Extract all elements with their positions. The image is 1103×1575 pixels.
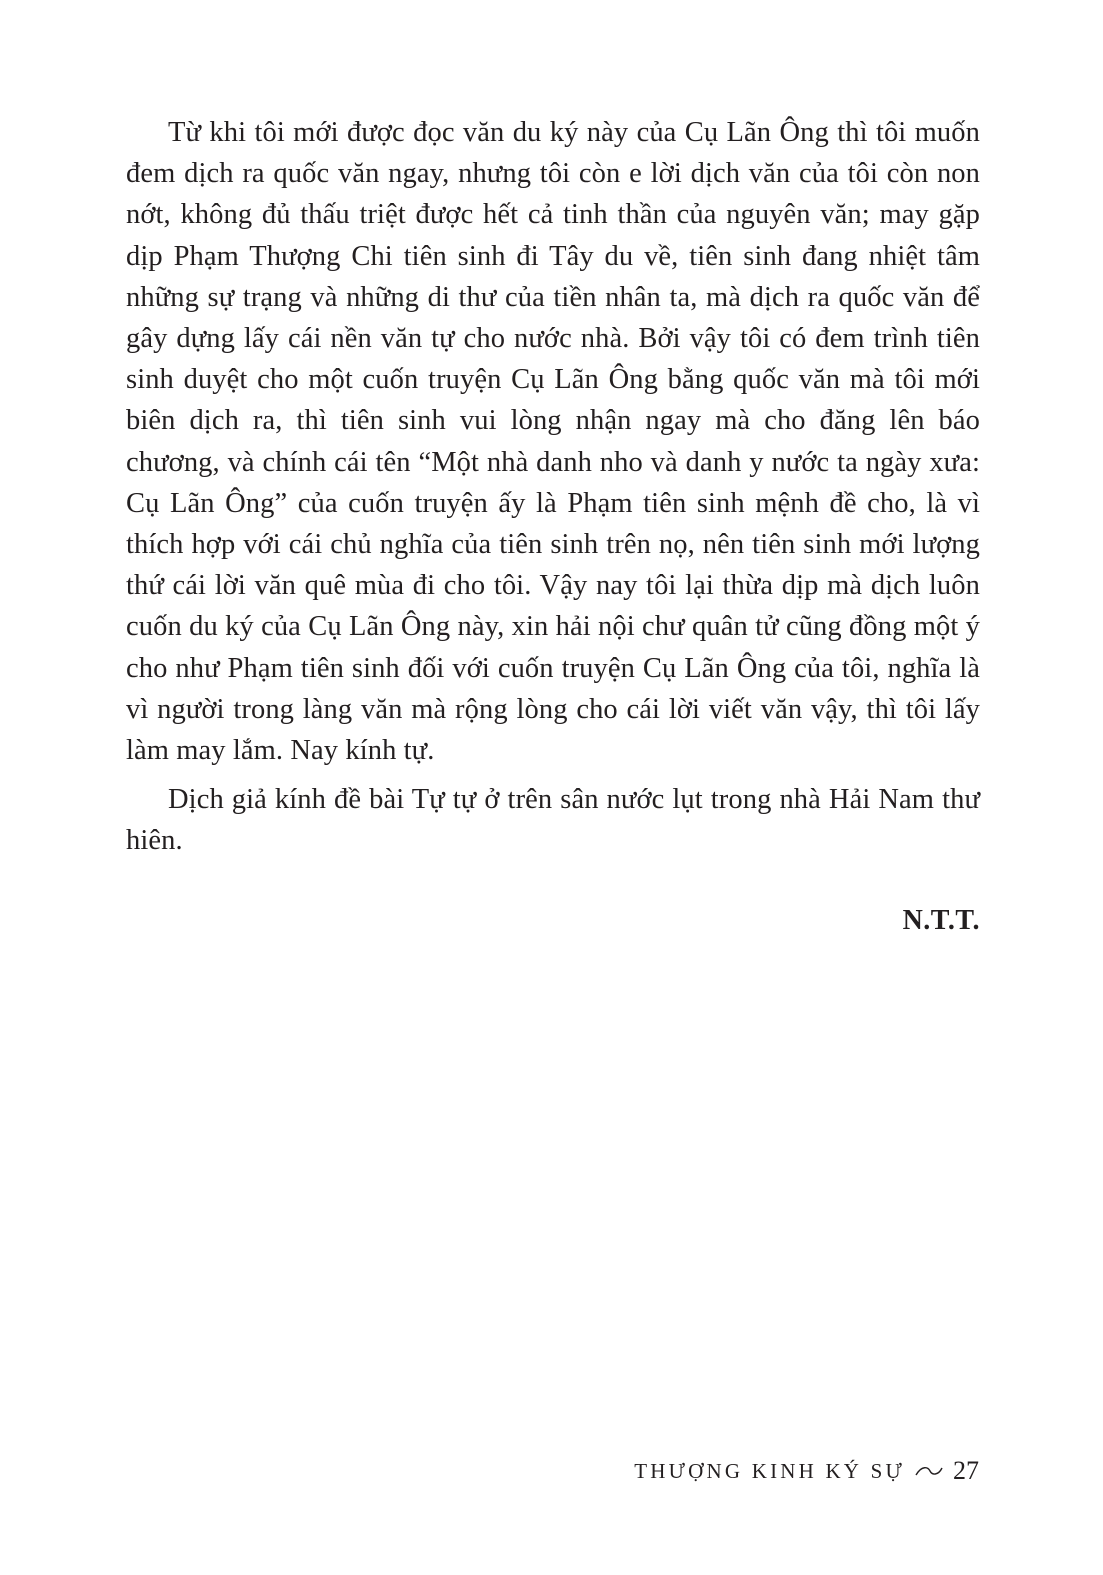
tilde-icon (915, 1464, 943, 1478)
page-number: 27 (953, 1456, 979, 1485)
running-head: THƯỢNG KINH KÝ SỰ (634, 1458, 905, 1483)
signature: N.T.T. (902, 905, 980, 936)
body-text (126, 112, 980, 862)
paragraph-preface: Từ khi tôi mới được đọc văn du ký này của Cụ Lãn Ông thì tôi muốn đem dịch ra quốc văn ngay, nhưng tôi còn e lời dịch văn của tôi còn non nớt, không đủ thấu triệt được hết cả tinh thần của nguyên văn; may gặp dịp Phạm Thượng Chi tiên sinh đi Tây du về, tiên sinh đang nhiệt tâm những sự trạng và những di thư của tiền nhân ta, mà dịch ra quốc văn để gây dựng lấy cái nền văn tự cho nước nhà. Bởi vậy tôi có đem trình tiên sinh duyệt cho một cuốn truyện Cụ Lãn Ông bằng quốc văn mà tôi mới biên dịch ra, thì tiên sinh vui lòng nhận ngay mà cho đăng lên báo chương, và chính cái tên “Một nhà danh nho và danh y nước ta ngày xưa: Cụ Lãn Ông” của cuốn truyện ấy là Phạm tiên sinh mệnh đề cho, là vì thích hợp với cái chủ nghĩa của tiên sinh trên nọ, nên tiên sinh mới lượng thứ cái lời văn quê mùa đi cho tôi. Vậy nay tôi lại thừa dịp mà dịch luôn cuốn du ký của Cụ Lãn Ông này, xin hải nội chư quân tử cũng đồng một ý cho như Phạm tiên sinh đối với cuốn truyện Cụ Lãn Ông của tôi, nghĩa là vì người trong làng văn mà rộng lòng cho cái lời viết văn vậy, thì tôi lấy làm may lắm. Nay kính tự. (126, 117, 980, 767)
paragraph-dedication: Dịch giả kính đề bài Tự tự ở trên sân nước lụt trong nhà Hải Nam thư hiên. (126, 784, 980, 857)
page-footer (634, 1456, 979, 1486)
